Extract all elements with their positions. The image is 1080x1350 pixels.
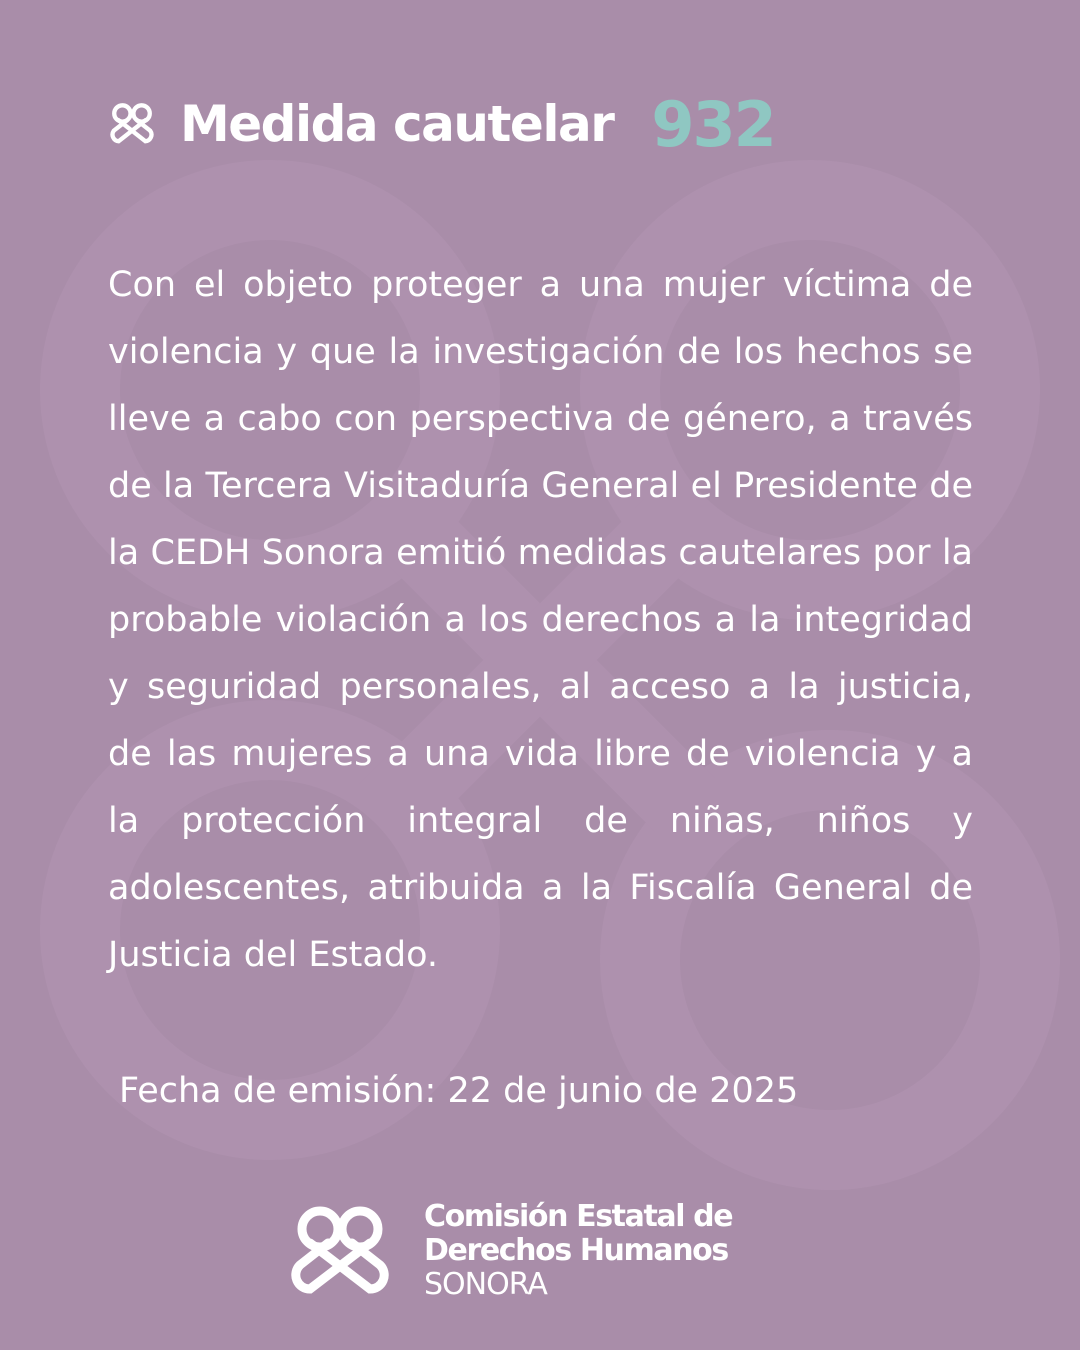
footer xyxy=(288,1200,732,1302)
body-paragraph: Con el objeto proteger a una mujer víctima de violencia y que la investigación de los hechos se lleve a cabo con perspectiva de género, a través de la Tercera Visitaduría General el Presidente de la CEDH Sonora emitió medidas cautelares por la probable violación a los derechos a la integridad y seguridad personales, al acceso a la justicia, de las mujeres a una vida libre de violencia y a la protección integral de niñas, niños y adolescentes, atribuida a la Fiscalía General de Justicia del Estado. xyxy=(108,265,973,975)
org-name-line-1: Comisión Estatal de xyxy=(424,1199,733,1234)
issue-date: Fecha de emisión: 22 de junio de 2025 xyxy=(119,1071,799,1111)
org-name-line-2: Derechos Humanos xyxy=(424,1233,728,1268)
page-title: Medida cautelar xyxy=(180,95,614,153)
org-state: SONORA xyxy=(424,1267,547,1302)
measure-number: 932 xyxy=(651,87,775,161)
cedh-logo-icon xyxy=(288,1201,392,1301)
header xyxy=(108,88,775,160)
cedh-logo-icon xyxy=(108,100,156,148)
organization-name xyxy=(424,1200,732,1302)
